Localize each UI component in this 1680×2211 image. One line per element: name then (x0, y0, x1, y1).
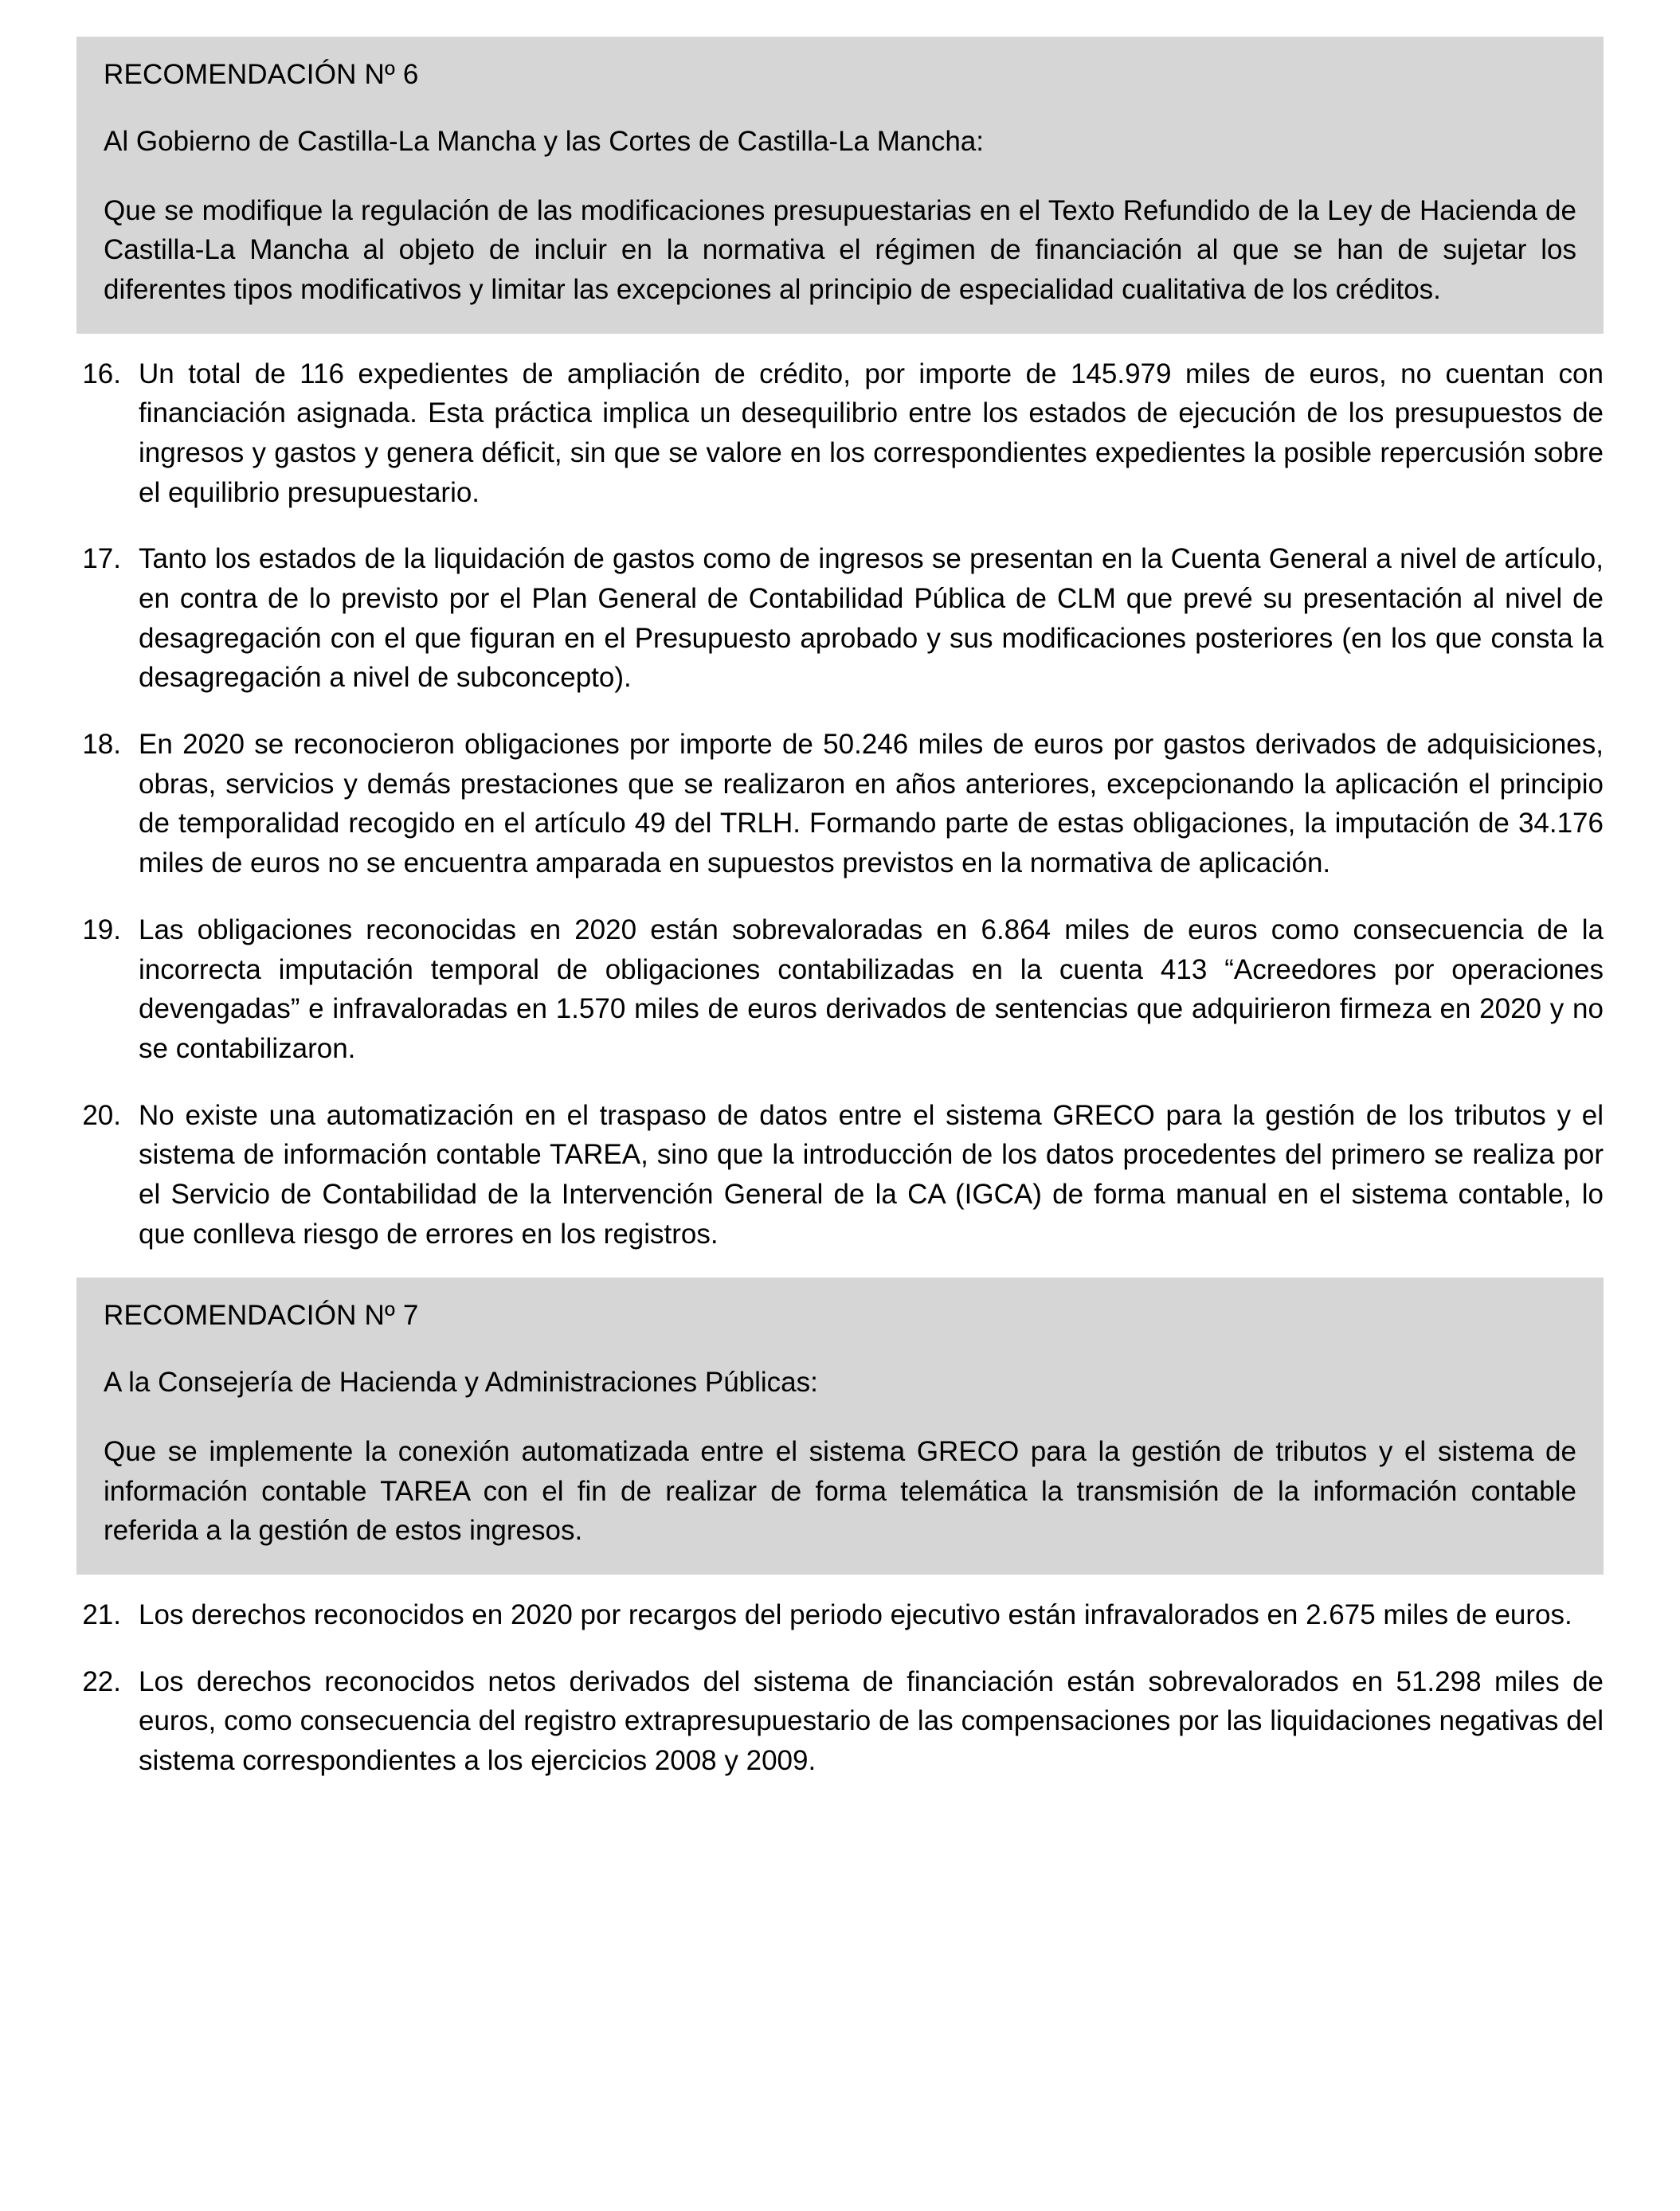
recommendation-6-body: Que se modifique la regulación de las modificaciones presupuestarias en el Texto Refundido de la Ley de Hacienda de Castilla-La Mancha al objeto de incluir en la normativa el régimen de financiación al que se han de sujetar los diferentes tipos modificativos y limitar las excepciones al principio de especialidad cualitativa de los créditos. (104, 194, 1576, 305)
list-item-text: No existe una automatización en el traspaso de datos entre el sistema GRECO para la gestión de los tributos y el sistema de información contable TAREA, sino que la introducción de los datos procedentes del primero se realiza por el Servicio de Contabilidad de la Intervención General de la CA (IGCA) de forma manual en el sistema contable, lo que conlleva riesgo de errores en los registros. (139, 1099, 1604, 1250)
recommendation-7-title: RECOMENDACIÓN Nº 7 (104, 1300, 419, 1332)
list-item-text: Un total de 116 expedientes de ampliación de crédito, por importe de 145.979 miles de euros, no cuentan con financiación asignada. Esta práctica implica un desequilibrio entre los estados de ejecución de los presupuestos de ingresos y gastos y genera déficit, sin que se valore en los correspondientes expedientes la posible repercusión sobre el equilibrio presupuestario. (139, 358, 1604, 508)
list-item-text: Los derechos reconocidos en 2020 por recargos del periodo ejecutivo están infravalorados en 2.675 miles de euros. (139, 1599, 1572, 1630)
list-item (76, 1595, 1604, 1635)
list-item (76, 725, 1604, 883)
list-item (76, 1096, 1604, 1254)
recommendation-6-title: RECOMENDACIÓN Nº 6 (104, 59, 419, 90)
list-item-number: 21. (82, 1599, 121, 1630)
list-item (76, 910, 1604, 1069)
recommendation-block-7 (76, 1278, 1604, 1575)
list-item-number: 22. (82, 1665, 121, 1697)
list-item-number: 20. (82, 1099, 121, 1131)
list-item-text: Las obligaciones reconocidas en 2020 están sobrevaloradas en 6.864 miles de euros como consecuencia de la incorrecta imputación temporal de obligaciones contabilizadas en la cuenta 413 “Acreedores por operaciones devengadas” e infravaloradas en 1.570 miles de euros derivados de sentencias que adquirieron firmeza en 2020 y no se contabilizaron. (139, 914, 1604, 1064)
numbered-list-group-1 (76, 354, 1604, 1254)
recommendation-6-addressee: Al Gobierno de Castilla-La Mancha y las Cortes de Castilla-La Mancha: (104, 125, 984, 157)
list-item-number: 16. (82, 358, 121, 389)
list-item-number: 17. (82, 543, 121, 575)
recommendation-7-body: Que se implemente la conexión automatizada entre el sistema GRECO para la gestión de tributos y el sistema de información contable TAREA con el fin de realizar de forma telemática la transmisión de la información contable referida a la gestión de estos ingresos. (104, 1435, 1576, 1547)
list-item-text: Tanto los estados de la liquidación de gastos como de ingresos se presentan en la Cuenta General a nivel de artículo, en contra de lo previsto por el Plan General de Contabilidad Pública de CLM que prevé su presentación al nivel de desagregación con el que figuran en el Presupuesto aprobado y sus modificaciones posteriores (en los que consta la desagregación a nivel de subconcepto). (139, 543, 1604, 694)
list-item (76, 354, 1604, 513)
list-item-text: En 2020 se reconocieron obligaciones por importe de 50.246 miles de euros por gastos derivados de adquisiciones, obras, servicios y demás prestaciones que se realizaron en años anteriores, excepcionando la aplicación el principio de temporalidad recogido en el artículo 49 del TRLH. Formando parte de estas obligaciones, la imputación de 34.176 miles de euros no se encuentra amparada en supuestos previstos en la normativa de aplicación. (139, 729, 1604, 879)
list-item (76, 1662, 1604, 1781)
list-item (76, 539, 1604, 698)
numbered-list-group-2 (76, 1595, 1604, 1781)
list-item-number: 18. (82, 729, 121, 761)
recommendation-block-6 (76, 37, 1604, 334)
list-item-number: 19. (82, 914, 121, 945)
list-item-text: Los derechos reconocidos netos derivados del sistema de financiación están sobrevalorados en 51.298 miles de euros, como consecuencia del registro extrapresupuestario de las compensaciones por las liquidaciones negativas del sistema correspondientes a los ejercicios 2008 y 2009. (139, 1665, 1604, 1776)
recommendation-7-addressee: A la Consejería de Hacienda y Administraciones Públicas: (104, 1367, 818, 1399)
